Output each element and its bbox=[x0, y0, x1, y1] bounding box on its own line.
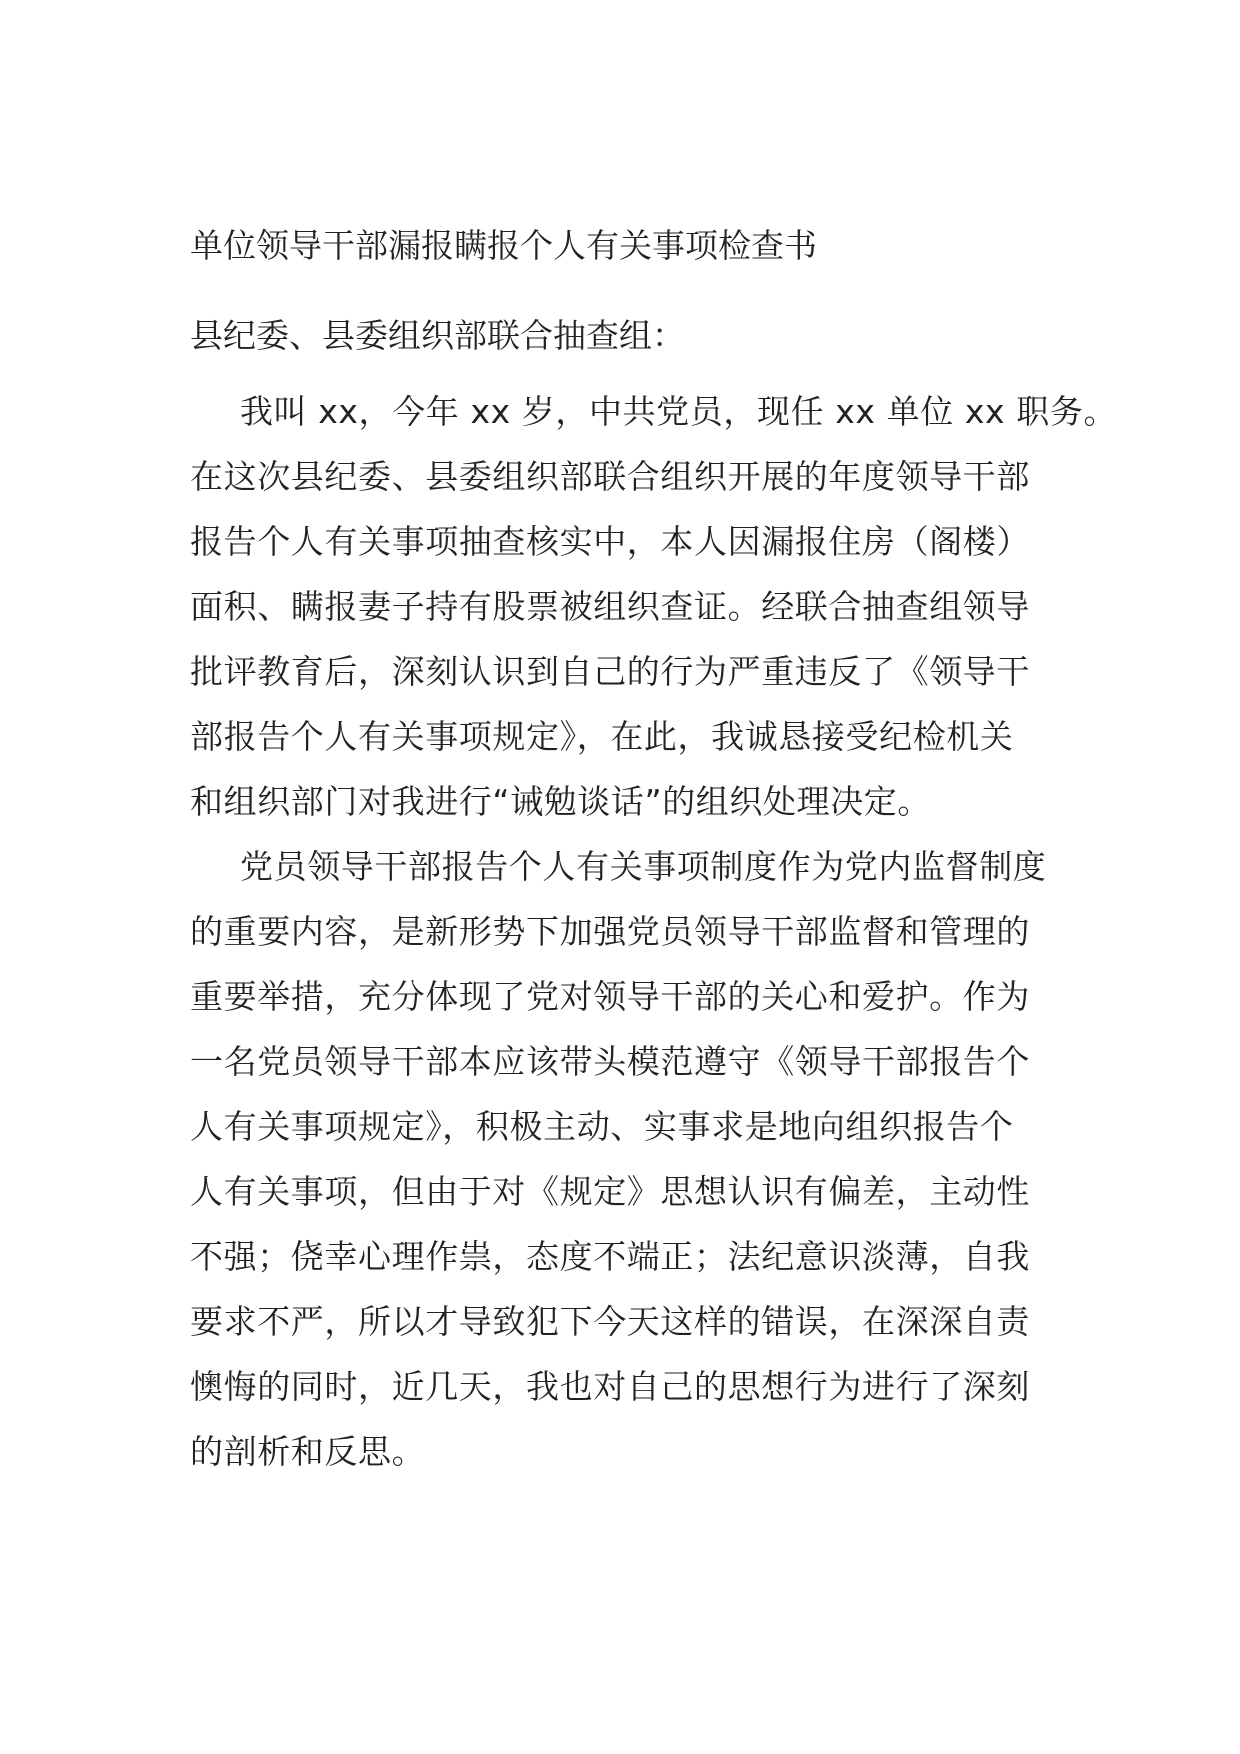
document-body bbox=[190, 379, 1118, 1484]
paragraph-line: 的剖析和反思。 bbox=[190, 1432, 426, 1471]
paragraph-line: 我叫 xx，今年 xx 岁，中共党员，现任 xx 单位 xx 职务。 bbox=[240, 392, 1118, 431]
paragraph-line: 报告个人有关事项抽查核实中，本人因漏报住房（阁楼） bbox=[190, 522, 1030, 561]
paragraph-line: 一名党员领导干部本应该带头模范遵守《领导干部报告个 bbox=[190, 1042, 1030, 1081]
document-title: 单位领导干部漏报瞒报个人有关事项检查书 bbox=[190, 226, 817, 265]
paragraph-line: 人有关事项，但由于对《规定》思想认识有偏差，主动性 bbox=[190, 1172, 1030, 1211]
paragraph-line: 人有关事项规定》，积极主动、实事求是地向组织报告个 bbox=[190, 1107, 1014, 1146]
paragraph-line: 批评教育后，深刻认识到自己的行为严重违反了《领导干 bbox=[190, 652, 1030, 691]
paragraph-line: 党员领导干部报告个人有关事项制度作为党内监督制度 bbox=[240, 847, 1047, 886]
paragraph-2 bbox=[190, 834, 1070, 1484]
paragraph-1 bbox=[190, 379, 1118, 834]
paragraph-line: 面积、瞒报妻子持有股票被组织查证。经联合抽查组领导 bbox=[190, 587, 1030, 626]
paragraph-line: 不强；侥幸心理作祟，态度不端正；法纪意识淡薄，自我 bbox=[190, 1237, 1030, 1276]
paragraph-line: 在这次县纪委、县委组织部联合组织开展的年度领导干部 bbox=[190, 457, 1030, 496]
paragraph-line: 重要举措，充分体现了党对领导干部的关心和爱护。作为 bbox=[190, 977, 1030, 1016]
paragraph-line: 的重要内容，是新形势下加强党员领导干部监督和管理的 bbox=[190, 912, 1030, 951]
paragraph-line: 和组织部门对我进行“诫勉谈话”的组织处理决定。 bbox=[190, 782, 931, 821]
paragraph-line: 部报告个人有关事项规定》，在此，我诚恳接受纪检机关 bbox=[190, 717, 1014, 756]
addressee-line: 县纪委、县委组织部联合抽查组： bbox=[190, 316, 685, 355]
paragraph-line: 要求不严，所以才导致犯下今天这样的错误，在深深自责 bbox=[190, 1302, 1030, 1341]
paragraph-line: 懊悔的同时，近几天，我也对自己的思想行为进行了深刻 bbox=[190, 1367, 1030, 1406]
